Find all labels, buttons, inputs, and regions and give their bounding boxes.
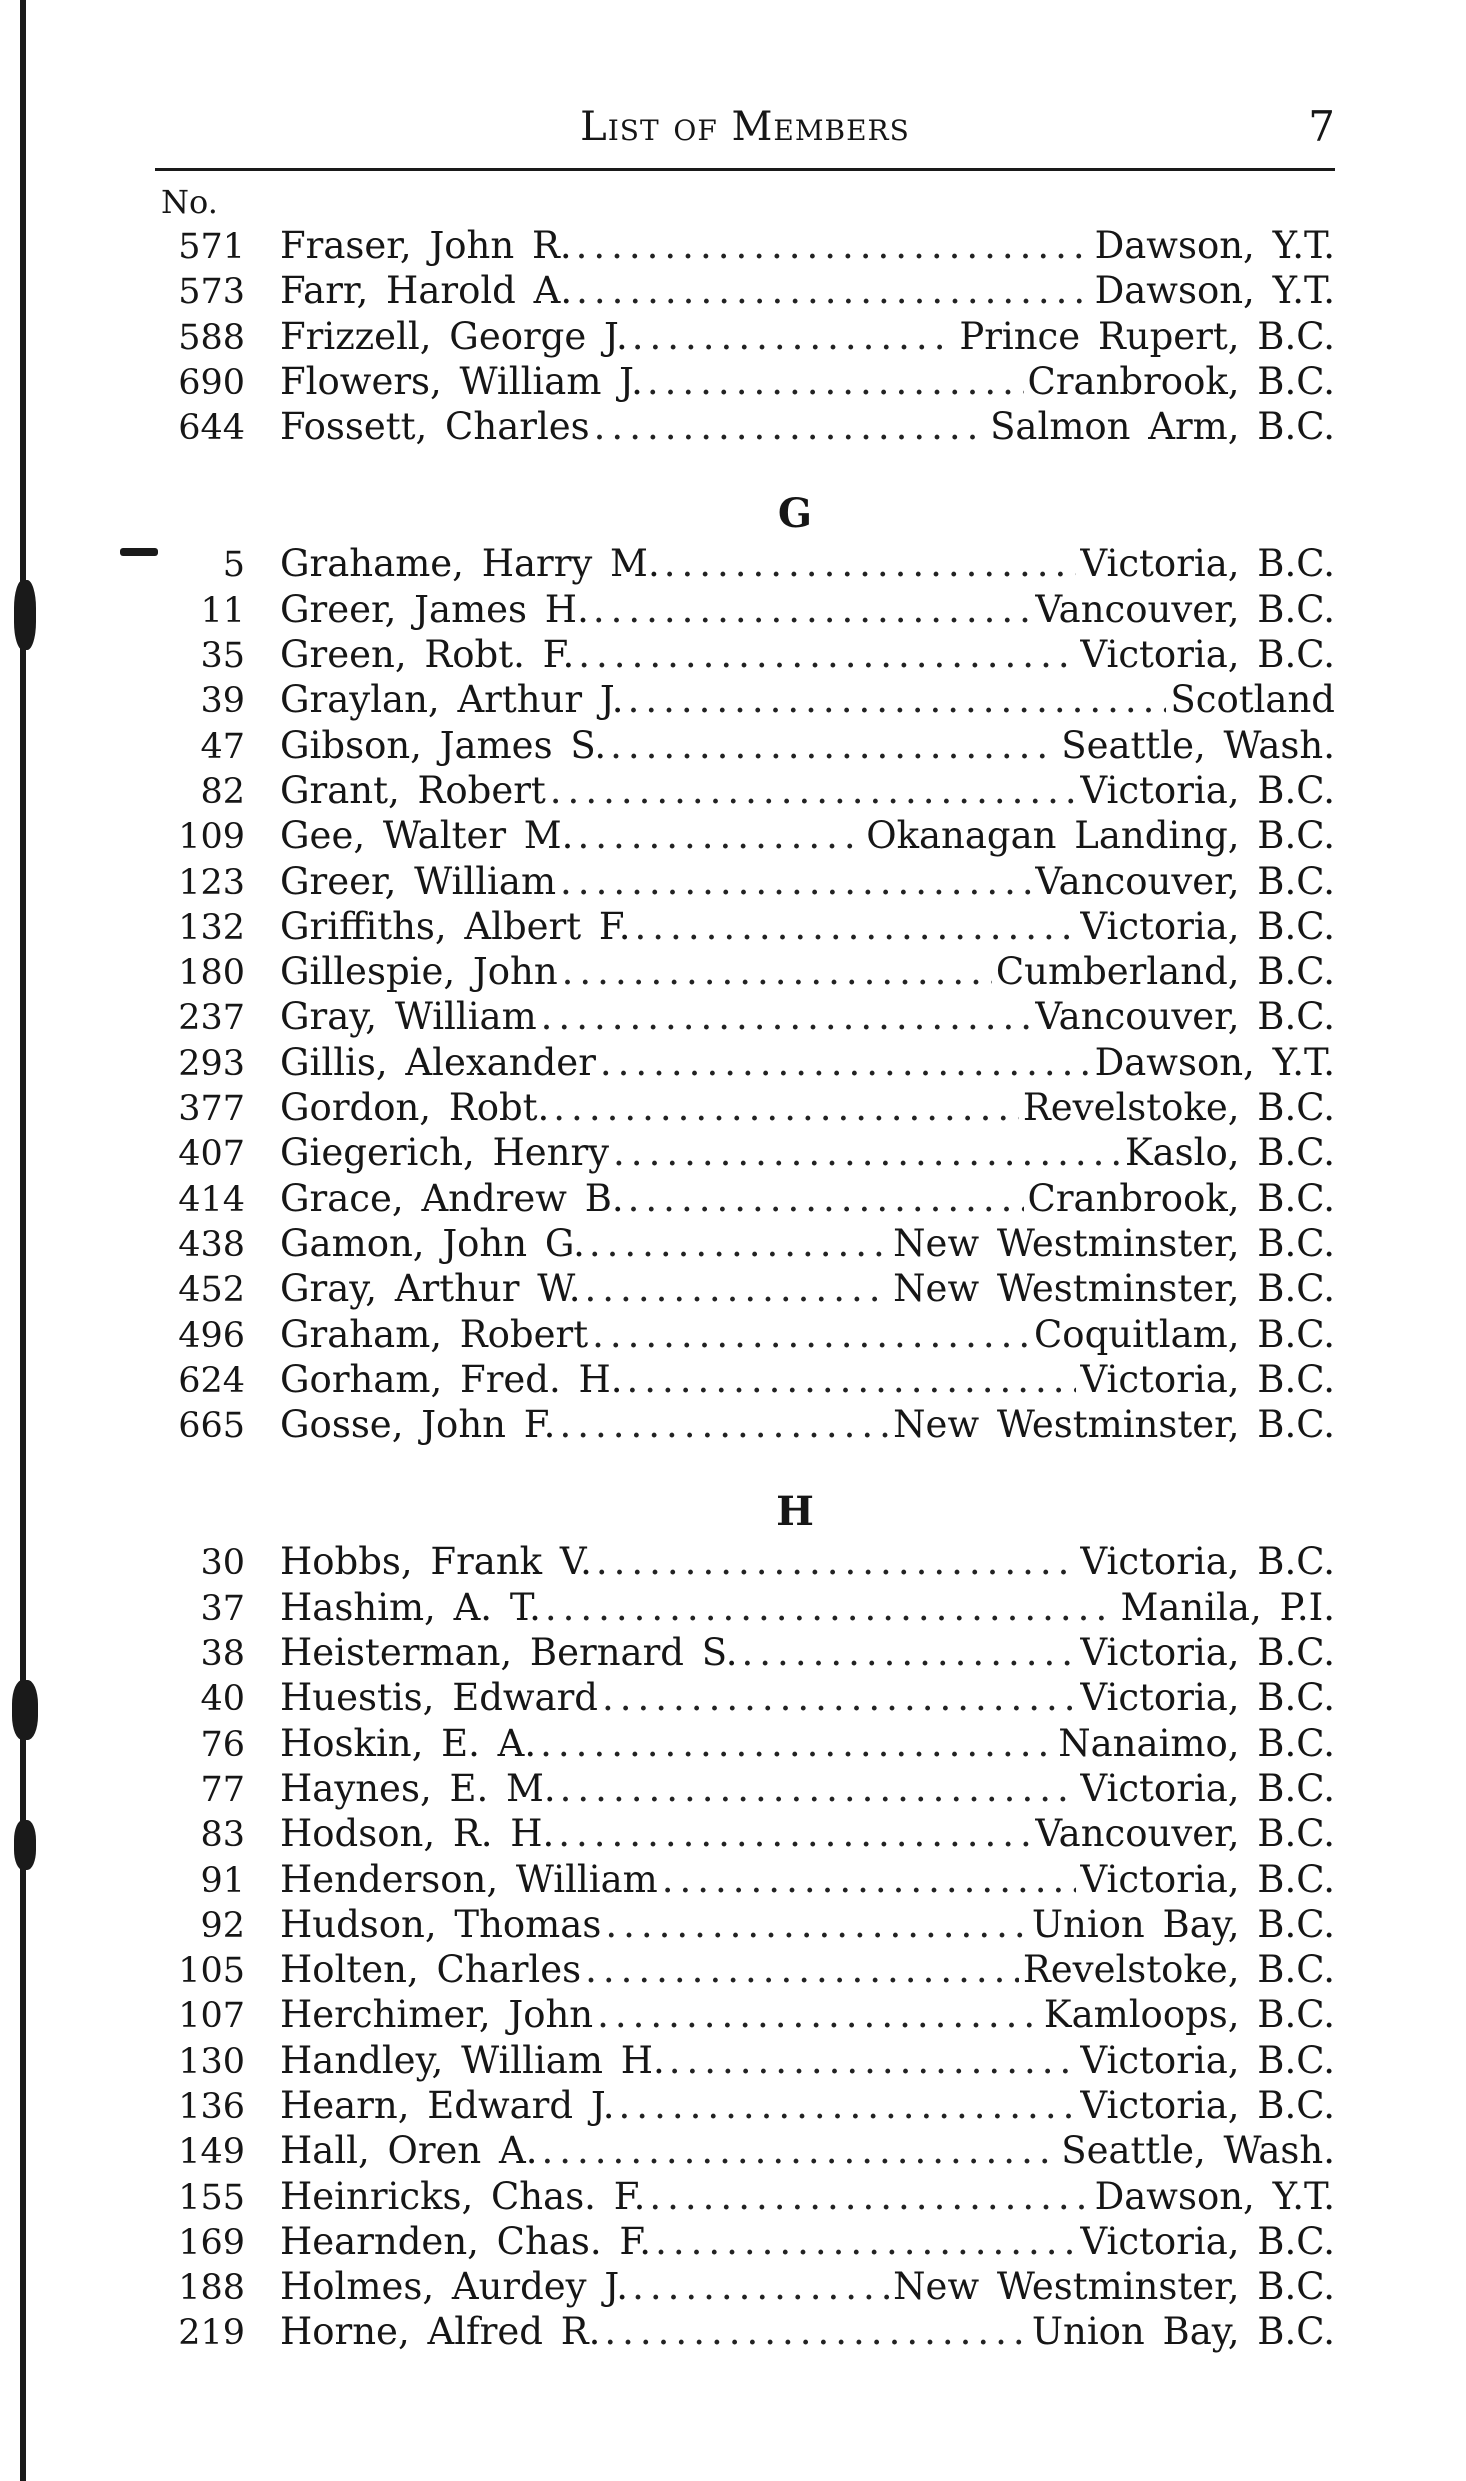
member-location: Cranbrook, B.C. xyxy=(1027,1176,1335,1220)
dot-leader xyxy=(558,1811,1031,1856)
member-number: 219 xyxy=(178,2313,245,2354)
member-location: Seattle, Wash. xyxy=(1061,723,1335,767)
member-location: Revelstoke, B.C. xyxy=(1022,1948,1335,1992)
dot-leader xyxy=(605,1902,1027,1947)
member-number: 452 xyxy=(178,1270,245,1311)
member-location: Prince Rupert, B.C. xyxy=(959,314,1335,358)
member-location: Dawson, Y.T. xyxy=(1094,1040,1335,1084)
member-number: 123 xyxy=(178,862,245,903)
member-row xyxy=(155,1312,1335,1357)
member-number: 644 xyxy=(178,408,245,449)
member-location: Victoria, B.C. xyxy=(1080,1357,1335,1401)
member-number: 39 xyxy=(200,681,245,722)
member-number: 624 xyxy=(178,1360,245,1401)
member-row xyxy=(155,677,1335,722)
member-row xyxy=(155,768,1335,813)
member-number: 188 xyxy=(178,2268,245,2309)
dot-leader xyxy=(742,1630,1077,1675)
member-name: Gamon, John G. xyxy=(280,1221,585,1265)
member-name: Handley, William H. xyxy=(280,2038,665,2082)
dot-leader xyxy=(662,1857,1077,1902)
section-heading: H xyxy=(776,1488,814,1536)
member-location: Nanaimo, B.C. xyxy=(1058,1721,1335,1765)
dot-leader xyxy=(541,994,1032,1039)
member-location: Vancouver, B.C. xyxy=(1035,1812,1335,1856)
member-location: Union Bay, B.C. xyxy=(1031,1902,1335,1946)
member-number: 130 xyxy=(178,2041,245,2082)
member-name: Hodson, R. H. xyxy=(280,1812,555,1856)
member-number: 132 xyxy=(178,907,245,948)
section-gap xyxy=(155,449,1335,479)
member-row xyxy=(155,2264,1335,2309)
dot-leader xyxy=(655,2219,1076,2264)
member-location: Victoria, B.C. xyxy=(1080,1766,1335,1810)
member-row xyxy=(155,1766,1335,1811)
member-number: 169 xyxy=(178,2222,245,2263)
member-row xyxy=(155,314,1335,359)
dot-leader xyxy=(632,314,956,359)
member-row xyxy=(155,723,1335,768)
member-location: Revelstoke, B.C. xyxy=(1022,1086,1335,1130)
member-location: Victoria, B.C. xyxy=(1080,1676,1335,1720)
member-number: 496 xyxy=(178,1315,245,1356)
member-name: Fossett, Charles xyxy=(280,405,590,449)
member-number: 149 xyxy=(178,2132,245,2173)
member-location: Dawson, Y.T. xyxy=(1094,269,1335,313)
member-location: Vancouver, B.C. xyxy=(1035,995,1335,1039)
member-name: Henderson, William xyxy=(280,1857,658,1901)
dot-leader xyxy=(613,1130,1121,1175)
member-row xyxy=(155,268,1335,313)
dot-leader xyxy=(632,2264,889,2309)
member-name: Gray, William xyxy=(280,995,537,1039)
member-row xyxy=(155,587,1335,632)
member-location: New Westminster, B.C. xyxy=(893,1221,1335,1265)
dot-leader xyxy=(550,768,1077,813)
member-location: Vancouver, B.C. xyxy=(1035,587,1335,631)
member-name: Fraser, John R. xyxy=(280,224,572,267)
member-row xyxy=(155,1675,1335,1720)
member-number: 5 xyxy=(222,545,245,586)
member-number: 690 xyxy=(178,362,245,403)
member-name: Graylan, Arthur J. xyxy=(280,678,624,722)
member-name: Gee, Walter M. xyxy=(280,814,574,858)
member-row xyxy=(155,2309,1335,2354)
member-number: 40 xyxy=(200,1679,245,1720)
ink-blot xyxy=(12,1680,38,1740)
member-number: 438 xyxy=(178,1224,245,1265)
member-location: Victoria, B.C. xyxy=(1080,768,1335,812)
dot-leader xyxy=(635,904,1077,949)
member-name: Green, Robt. F. xyxy=(280,633,575,677)
member-number: 47 xyxy=(200,726,245,767)
dot-leader xyxy=(669,2038,1077,2083)
member-number: 37 xyxy=(200,1588,245,1629)
member-number: 155 xyxy=(178,2177,245,2218)
running-title: List of Members xyxy=(580,104,910,150)
dot-leader xyxy=(604,2309,1027,2354)
member-location: Kamloops, B.C. xyxy=(1043,1993,1335,2037)
member-name: Farr, Harold A. xyxy=(280,269,573,313)
member-location: New Westminster, B.C. xyxy=(893,2265,1335,2309)
dot-leader xyxy=(576,268,1090,313)
member-number: 293 xyxy=(178,1043,245,1084)
dot-leader xyxy=(562,949,992,994)
ink-blot xyxy=(14,1820,36,1870)
dot-leader xyxy=(649,2174,1090,2219)
dot-leader xyxy=(542,2128,1058,2173)
dot-leader xyxy=(594,404,986,449)
member-list-page xyxy=(155,100,1335,2355)
member-number: 30 xyxy=(200,1543,245,1584)
member-location: Seattle, Wash. xyxy=(1061,2129,1335,2173)
member-row xyxy=(155,1402,1335,1447)
member-location: New Westminster, B.C. xyxy=(893,1403,1335,1447)
member-number: 573 xyxy=(178,272,245,313)
member-location: Victoria, B.C. xyxy=(1080,2038,1335,2082)
member-number: 237 xyxy=(178,998,245,1039)
member-name: Holten, Charles xyxy=(280,1948,582,1992)
member-name: Herchimer, John xyxy=(280,1993,594,2037)
dot-leader xyxy=(592,1312,1030,1357)
member-row xyxy=(155,223,1335,268)
member-location: Victoria, B.C. xyxy=(1080,2219,1335,2263)
member-name: Gorham, Fred. H. xyxy=(280,1357,623,1401)
member-number: 377 xyxy=(178,1089,245,1130)
member-location: Coquitlam, B.C. xyxy=(1033,1312,1335,1356)
member-row xyxy=(155,1040,1335,1085)
member-row xyxy=(155,541,1335,586)
member-name: Grahame, Harry M. xyxy=(280,542,660,586)
member-number: 83 xyxy=(200,1815,245,1856)
member-location: Dawson, Y.T. xyxy=(1094,2174,1335,2218)
member-name: Gibson, James S. xyxy=(280,723,607,767)
member-row xyxy=(155,2128,1335,2173)
member-name: Gillis, Alexander xyxy=(280,1040,596,1084)
member-name: Hearnden, Chas. F. xyxy=(280,2219,652,2263)
section-gap xyxy=(155,1447,1335,1477)
member-number: 77 xyxy=(200,1769,245,1810)
member-number: 414 xyxy=(178,1179,245,1220)
member-row xyxy=(155,994,1335,1039)
member-location: Victoria, B.C. xyxy=(1080,1857,1335,1901)
member-name: Huestis, Edward xyxy=(280,1676,598,1720)
member-row xyxy=(155,632,1335,677)
member-number: 105 xyxy=(178,1951,245,1992)
member-location: Vancouver, B.C. xyxy=(1035,859,1335,903)
member-number: 76 xyxy=(200,1724,245,1765)
member-row xyxy=(155,1357,1335,1402)
dot-leader xyxy=(596,1539,1077,1584)
member-name: Haynes, E. M. xyxy=(280,1766,556,1810)
member-row xyxy=(155,1176,1335,1221)
dot-leader xyxy=(628,1176,1024,1221)
member-number: 571 xyxy=(178,227,245,267)
number-column-label: No. xyxy=(161,183,218,221)
ink-blot xyxy=(14,580,36,650)
member-name: Hoskin, E. A. xyxy=(280,1721,537,1765)
dot-leader xyxy=(664,541,1077,586)
member-location: Victoria, B.C. xyxy=(1080,542,1335,586)
member-row xyxy=(155,1902,1335,1947)
member-row xyxy=(155,1721,1335,1766)
member-row xyxy=(155,1947,1335,1992)
member-location: Union Bay, B.C. xyxy=(1031,2310,1335,2354)
dot-leader xyxy=(545,1585,1117,1630)
member-location: Victoria, B.C. xyxy=(1080,1631,1335,1675)
member-row xyxy=(155,2219,1335,2264)
member-name: Hall, Oren A. xyxy=(280,2129,538,2173)
dot-leader xyxy=(647,359,1024,404)
member-row xyxy=(155,1130,1335,1175)
dot-leader xyxy=(610,723,1057,768)
member-number: 180 xyxy=(178,953,245,994)
dot-leader xyxy=(619,2083,1077,2128)
dot-leader xyxy=(600,1040,1091,1085)
member-number: 588 xyxy=(178,317,245,358)
member-location: Victoria, B.C. xyxy=(1080,2083,1335,2127)
margin-dash-mark xyxy=(120,548,158,556)
member-row xyxy=(155,859,1335,904)
member-name: Graham, Robert xyxy=(280,1312,589,1356)
member-name: Grace, Andrew B. xyxy=(280,1176,624,1220)
member-location: Kaslo, B.C. xyxy=(1124,1131,1335,1175)
member-number: 407 xyxy=(178,1134,245,1175)
dot-leader xyxy=(576,223,1091,268)
dot-leader xyxy=(578,632,1076,677)
member-number: 35 xyxy=(200,636,245,677)
member-name: Heinricks, Chas. F. xyxy=(280,2174,646,2218)
member-location: Scotland xyxy=(1170,678,1335,722)
member-row xyxy=(155,1857,1335,1902)
member-name: Holmes, Aurdey J. xyxy=(280,2265,629,2309)
member-name: Hearn, Edward J. xyxy=(280,2083,615,2127)
member-location: Cumberland, B.C. xyxy=(995,950,1335,994)
member-number: 82 xyxy=(200,771,245,812)
dot-leader xyxy=(553,1085,1019,1130)
dot-leader xyxy=(585,1947,1019,1992)
member-number: 11 xyxy=(200,590,245,631)
member-name: Greer, James H. xyxy=(280,587,589,631)
member-row xyxy=(155,1221,1335,1266)
member-name: Frizzell, George J. xyxy=(280,314,628,358)
dot-leader xyxy=(597,1992,1040,2037)
member-location: Cranbrook, B.C. xyxy=(1027,359,1335,403)
member-row xyxy=(155,1585,1335,1630)
page-number: 7 xyxy=(1308,102,1335,151)
member-row xyxy=(155,359,1335,404)
member-number: 91 xyxy=(200,1860,245,1901)
member-name: Gray, Arthur W. xyxy=(280,1267,581,1311)
member-number: 136 xyxy=(178,2086,245,2127)
member-number: 109 xyxy=(178,817,245,858)
member-location: Salmon Arm, B.C. xyxy=(990,405,1335,449)
dot-leader xyxy=(560,859,1031,904)
member-row xyxy=(155,404,1335,449)
member-row xyxy=(155,1085,1335,1130)
member-name: Griffiths, Albert F. xyxy=(280,904,631,948)
dot-leader xyxy=(589,1221,889,1266)
member-row xyxy=(155,904,1335,949)
binding-edge xyxy=(20,0,26,2481)
dot-leader xyxy=(540,1721,1054,1766)
dot-leader xyxy=(593,587,1031,632)
dot-leader xyxy=(602,1675,1076,1720)
member-location: Victoria, B.C. xyxy=(1080,633,1335,677)
member-number: 107 xyxy=(178,1996,245,2037)
member-name: Hobbs, Frank V. xyxy=(280,1540,592,1584)
member-name: Hashim, A. T. xyxy=(280,1585,541,1629)
member-location: New Westminster, B.C. xyxy=(893,1267,1335,1311)
member-number: 665 xyxy=(178,1406,245,1447)
member-row xyxy=(155,1539,1335,1584)
member-sections xyxy=(155,223,1335,2355)
member-row xyxy=(155,949,1335,994)
member-row xyxy=(155,1630,1335,1675)
member-location: Manila, P.I. xyxy=(1120,1585,1335,1629)
member-name: Greer, William xyxy=(280,859,557,903)
member-name: Grant, Robert xyxy=(280,768,546,812)
member-row xyxy=(155,1811,1335,1856)
page-header xyxy=(155,100,1335,168)
section-heading: G xyxy=(777,490,813,538)
member-number: 92 xyxy=(200,1905,245,1946)
member-row xyxy=(155,2038,1335,2083)
member-name: Heisterman, Bernard S. xyxy=(280,1631,738,1675)
header-rule xyxy=(155,168,1335,171)
dot-leader xyxy=(560,1766,1077,1811)
member-location: Victoria, B.C. xyxy=(1080,904,1335,948)
dot-leader xyxy=(559,1402,889,1447)
member-name: Horne, Alfred R. xyxy=(280,2310,601,2354)
member-row xyxy=(155,1266,1335,1311)
member-number: 38 xyxy=(200,1634,245,1675)
member-name: Flowers, William J. xyxy=(280,359,643,403)
dot-leader xyxy=(577,813,862,858)
member-row xyxy=(155,813,1335,858)
member-location: Dawson, Y.T. xyxy=(1094,224,1335,267)
member-row xyxy=(155,1992,1335,2037)
member-location: Victoria, B.C. xyxy=(1080,1540,1335,1584)
dot-leader xyxy=(628,677,1167,722)
member-name: Gillespie, John xyxy=(280,950,558,994)
member-name: Hudson, Thomas xyxy=(280,1902,602,1946)
member-row xyxy=(155,2083,1335,2128)
member-name: Gosse, John F. xyxy=(280,1403,556,1447)
dot-leader xyxy=(585,1266,890,1311)
member-location: Okanagan Landing, B.C. xyxy=(866,814,1335,858)
member-row xyxy=(155,2174,1335,2219)
member-name: Gordon, Robt. xyxy=(280,1086,550,1130)
dot-leader xyxy=(627,1357,1077,1402)
member-name: Giegerich, Henry xyxy=(280,1131,610,1175)
